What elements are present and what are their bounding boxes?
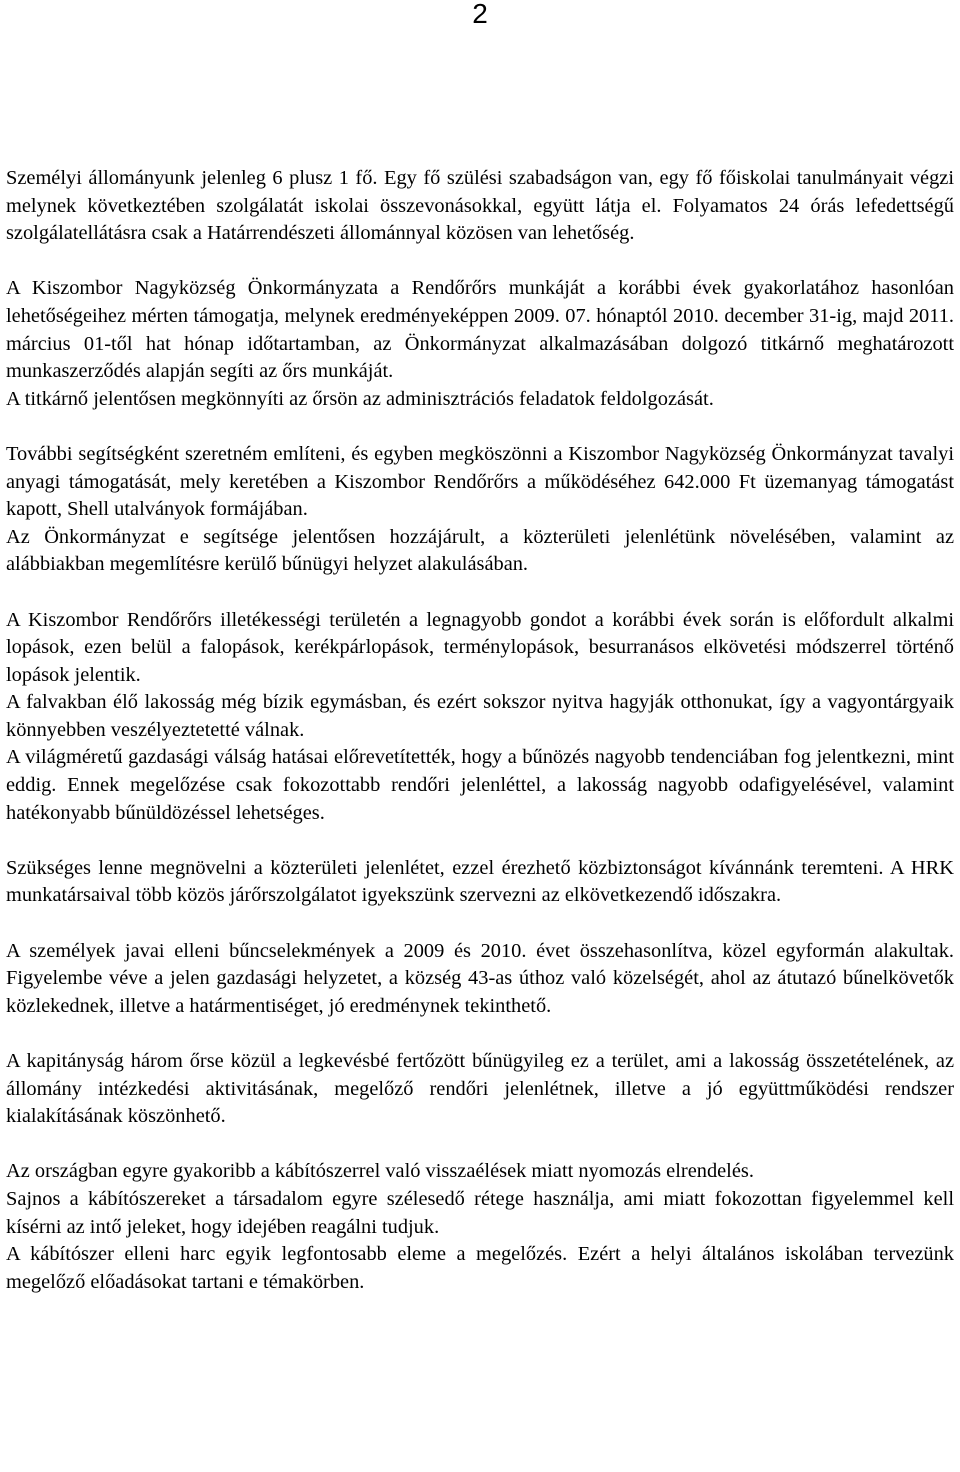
paragraph-gap xyxy=(6,910,954,938)
paragraph: Az országban egyre gyakoribb a kábítószerrel való visszaélések miatt nyomozás elrendelés. xyxy=(6,1160,754,1183)
paragraph: Szükséges lenne megnövelni a közterületi jelenlétet, ezzel érezhető közbiztonságot kívánnánk teremteni. A HRK munkatársaival több közös járőrszolgálatot igyekszünk szervezni az elkövetkezendő időszakra. xyxy=(6,856,954,907)
paragraph-gap xyxy=(6,248,954,276)
paragraph-gap xyxy=(6,1020,954,1048)
paragraph-gap xyxy=(6,1131,954,1159)
paragraph: A kapitányság három őrse közül a legkevésbé fertőzött bűnügyileg ez a terület, ami a lakosság összetételének, az állomány intézkedési aktivitásának, megelőző rendőri jelenlétnek, illetve a jó együttműködési rendszer kialakításának köszönhető. xyxy=(6,1050,954,1128)
page-number: 2 xyxy=(472,0,488,29)
paragraph: A falvakban élő lakosság még bízik egymásban, és ezért sokszor nyitva hagyják otthonukat, így a vagyontárgyaik könnyebben veszélyeztetetté válnak. xyxy=(6,691,954,741)
paragraph: A Kiszombor Rendőrőrs illetékességi területén a legnagyobb gondot a korábbi évek során is előfordult alkalmi lopások, ezen belül a falopások, kerékpárlopások, terménylopások, besurranásos elkövetési módszerrel történő lopások jelentik. xyxy=(6,608,954,686)
paragraph-gap xyxy=(6,827,954,855)
paragraph-gap xyxy=(6,579,954,607)
document-body xyxy=(6,165,954,1296)
paragraph: A kábítószer elleni harc egyik legfontosabb eleme a megelőzés. Ezért a helyi általános iskolában tervezünk megelőző előadásokat tartani e témakörben. xyxy=(6,1243,954,1293)
paragraph: További segítségként szeretném említeni, és egyben megköszönni a Kiszombor Nagyközség Önkormányzat tavalyi anyagi támogatását, mely keretében a Kiszombor Rendőrőrs a működéséhez 642.000 Ft üzemanyag támogatást kapott, Shell utalványok formájában. xyxy=(6,442,954,521)
paragraph: A személyek javai elleni bűncselekmények a 2009 és 2010. évet összehasonlítva, közel egyformán alakultak. Figyelembe véve a jelen gazdasági helyzetet, a község 43-as úthoz való közelségét, ahol az átutazó bűnelkövetők közlekednek, illetve a határmentiséget, jó eredménynek tekinthető. xyxy=(6,939,954,1017)
paragraph: Személyi állományunk jelenleg 6 plusz 1 fő. Egy fő szülési szabadságon van, egy fő főiskolai tanulmányait végzi melynek következtében szolgálatát iskolai összevonásokkal, együtt látja el. Folyamatos 24 órás lefedettségű szolgálatellátásra csak a Határrendészeti állománnyal közösen van lehetőség. xyxy=(6,167,954,245)
paragraph: A Kiszombor Nagyközség Önkormányzata a Rendőrőrs munkáját a korábbi évek gyakorlatához hasonlóan lehetőségeihez mérten támogatja, melynek eredményeképpen 2009. 07. hónaptól 2010. december 31-ig, majd 2011. március 01-től hat hónap időtartamban, az Önkormányzat alkalmazásában dolgozó titkárnő meghatározott munkaszerződés alapján segíti az őrs munkáját. xyxy=(6,277,954,383)
paragraph: Sajnos a kábítószereket a társadalom egyre szélesedő rétege használja, ami miatt fokozottan figyelemmel kell kísérni az intő jeleket, hogy idejében reagálni tudjuk. xyxy=(6,1187,954,1238)
paragraph: A világméretű gazdasági válság hatásai előrevetítették, hogy a bűnözés nagyobb tendenciában fog jelentkezni, mint eddig. Ennek megelőzése csak fokozottabb rendőri jelenléttel, a lakosság nagyobb odafigyelésével, valamint hatékonyabb bűnüldözéssel lehetséges. xyxy=(6,746,954,824)
paragraph: Az Önkormányzat e segítsége jelentősen hozzájárult, a közterületi jelenlétünk növelésében, valamint az alábbiakban megemlítésre kerülő bűnügyi helyzet alakulásában. xyxy=(6,525,954,576)
paragraph-gap xyxy=(6,413,954,441)
paragraph: A titkárnő jelentősen megkönnyíti az őrsön az adminisztrációs feladatok feldolgozását. xyxy=(6,387,714,410)
